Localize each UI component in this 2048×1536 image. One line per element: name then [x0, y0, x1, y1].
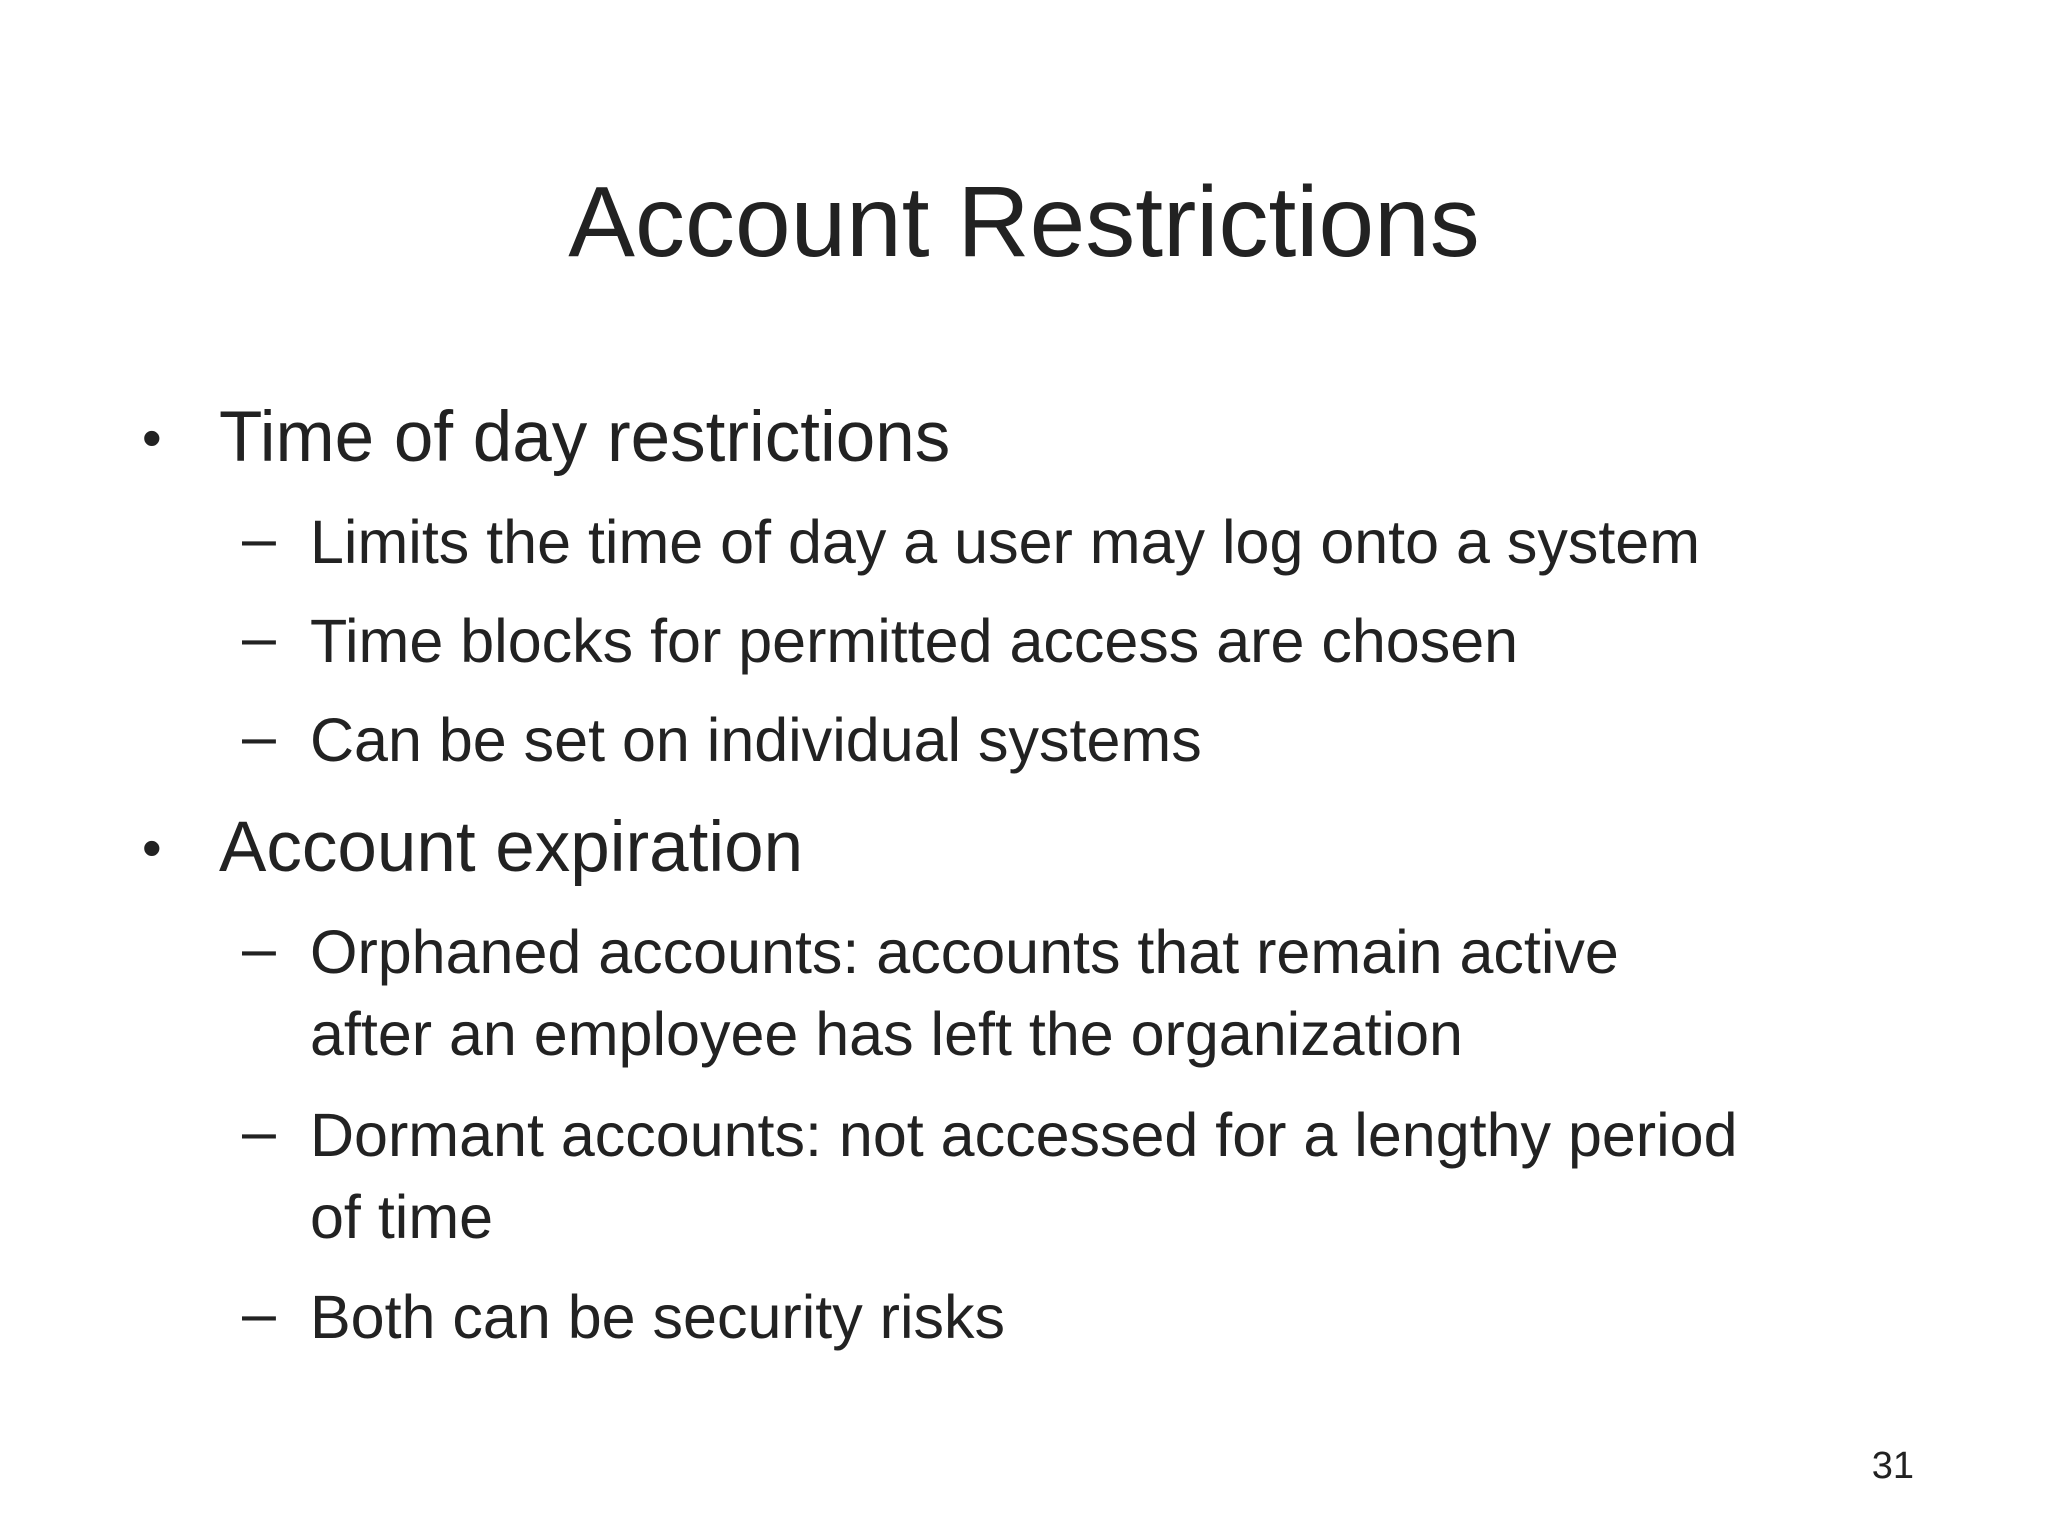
- sub-bullet-line: Both can be security risks: [310, 1283, 1006, 1351]
- dash-marker: –: [242, 504, 276, 572]
- sub-bullet-text: [310, 501, 1700, 583]
- sub-bullet-line: Orphaned accounts: accounts that remain active: [310, 918, 1619, 986]
- sub-bullet-line: Dormant accounts: not accessed for a lengthy period: [310, 1101, 1738, 1169]
- sub-bullet-line: of time: [310, 1183, 494, 1251]
- bullet-text: Account expiration: [219, 808, 804, 887]
- sub-bullet-text: [310, 699, 1202, 781]
- dash-marker: –: [242, 1279, 276, 1347]
- sub-bullet-line: after an employee has left the organization: [310, 1000, 1463, 1068]
- sub-bullet-text: [310, 1276, 1005, 1358]
- dash-marker: –: [242, 1097, 276, 1165]
- bullet-marker: •: [142, 816, 162, 879]
- bullet-text: Time of day restrictions: [219, 398, 951, 477]
- dash-marker: –: [242, 702, 276, 770]
- sub-bullet-text: [310, 911, 1619, 1075]
- slide-title: Account Restrictions: [568, 166, 1480, 278]
- page-number: 31: [1871, 1445, 1914, 1487]
- sub-bullet-text: [310, 600, 1518, 682]
- sub-bullet-line: Limits the time of day a user may log onto a system: [310, 508, 1701, 576]
- dash-marker: –: [242, 603, 276, 671]
- sub-bullet-line: Can be set on individual systems: [310, 706, 1202, 774]
- sub-bullet-text: [310, 1094, 1738, 1258]
- dash-marker: –: [242, 914, 276, 982]
- sub-bullet-line: Time blocks for permitted access are chosen: [310, 607, 1519, 675]
- bullet-marker: •: [142, 406, 162, 469]
